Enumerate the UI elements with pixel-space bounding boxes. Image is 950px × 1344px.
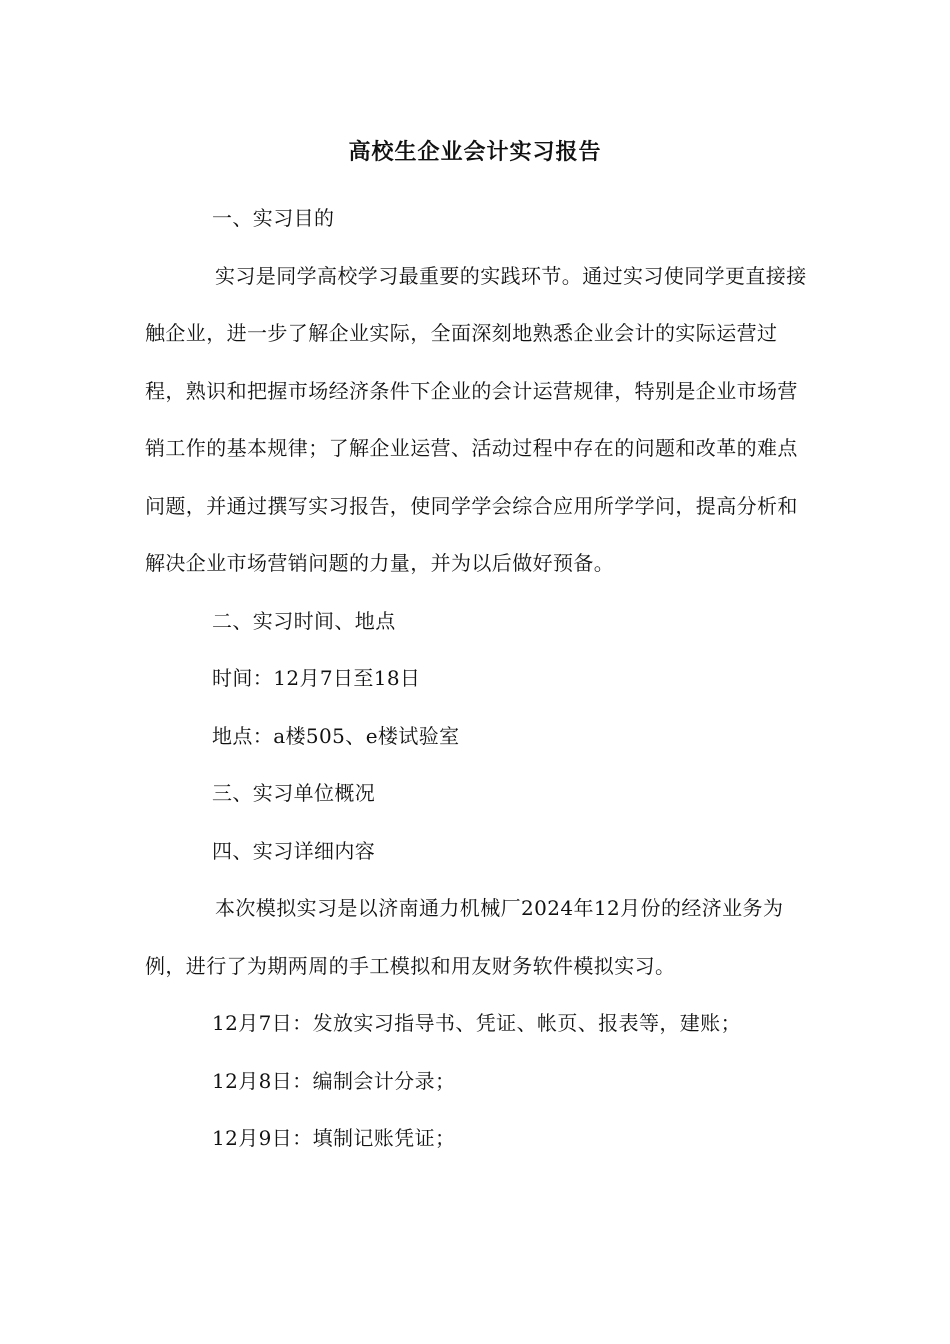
- schedule-item: 12月9日：填制记账凭证；: [212, 1126, 456, 1150]
- section-heading-time-place: 二、实习时间、地点: [212, 608, 396, 633]
- place-line: 地点：a楼505、e楼试验室: [212, 723, 460, 748]
- schedule-item: 12月7日：发放实习指导书、凭证、帐页、报表等，建账；: [212, 1011, 741, 1035]
- purpose-paragraph: 实习是同学高校学习最重要的实践环节。通过实习使同学更直接接触企业，进一步了解企业实际，全面深刻地熟悉企业会计的实际运营过程，熟识和把握市场经济条件下企业的会计运营规律，特别是企业市场营销工作的基本规律；了解企业运营、活动过程中存在的问题和改革的难点问题，并通过撰写实习报告，使同学学会综合应用所学学问，提高分析和解决企业市场营销问题的力量，并为以后做好预备。: [145, 263, 807, 575]
- schedule-item: 12月8日：编制会计分录；: [212, 1068, 456, 1093]
- section-heading-details: 四、实习详细内容: [212, 838, 376, 863]
- time-line: 时间：12月7日至18日: [212, 666, 421, 690]
- details-paragraph: 本次模拟实习是以济南通力机械厂2024年12月份的经济业务为例，进行了为期两周的手工模拟和用友财务软件模拟实习。: [145, 896, 784, 978]
- section-heading-purpose: 一、实习目的: [212, 206, 335, 230]
- section-heading-unit-overview: 三、实习单位概况: [212, 781, 376, 805]
- document-body: [145, 190, 810, 1168]
- document-title: 高校生企业会计实习报告: [348, 140, 602, 165]
